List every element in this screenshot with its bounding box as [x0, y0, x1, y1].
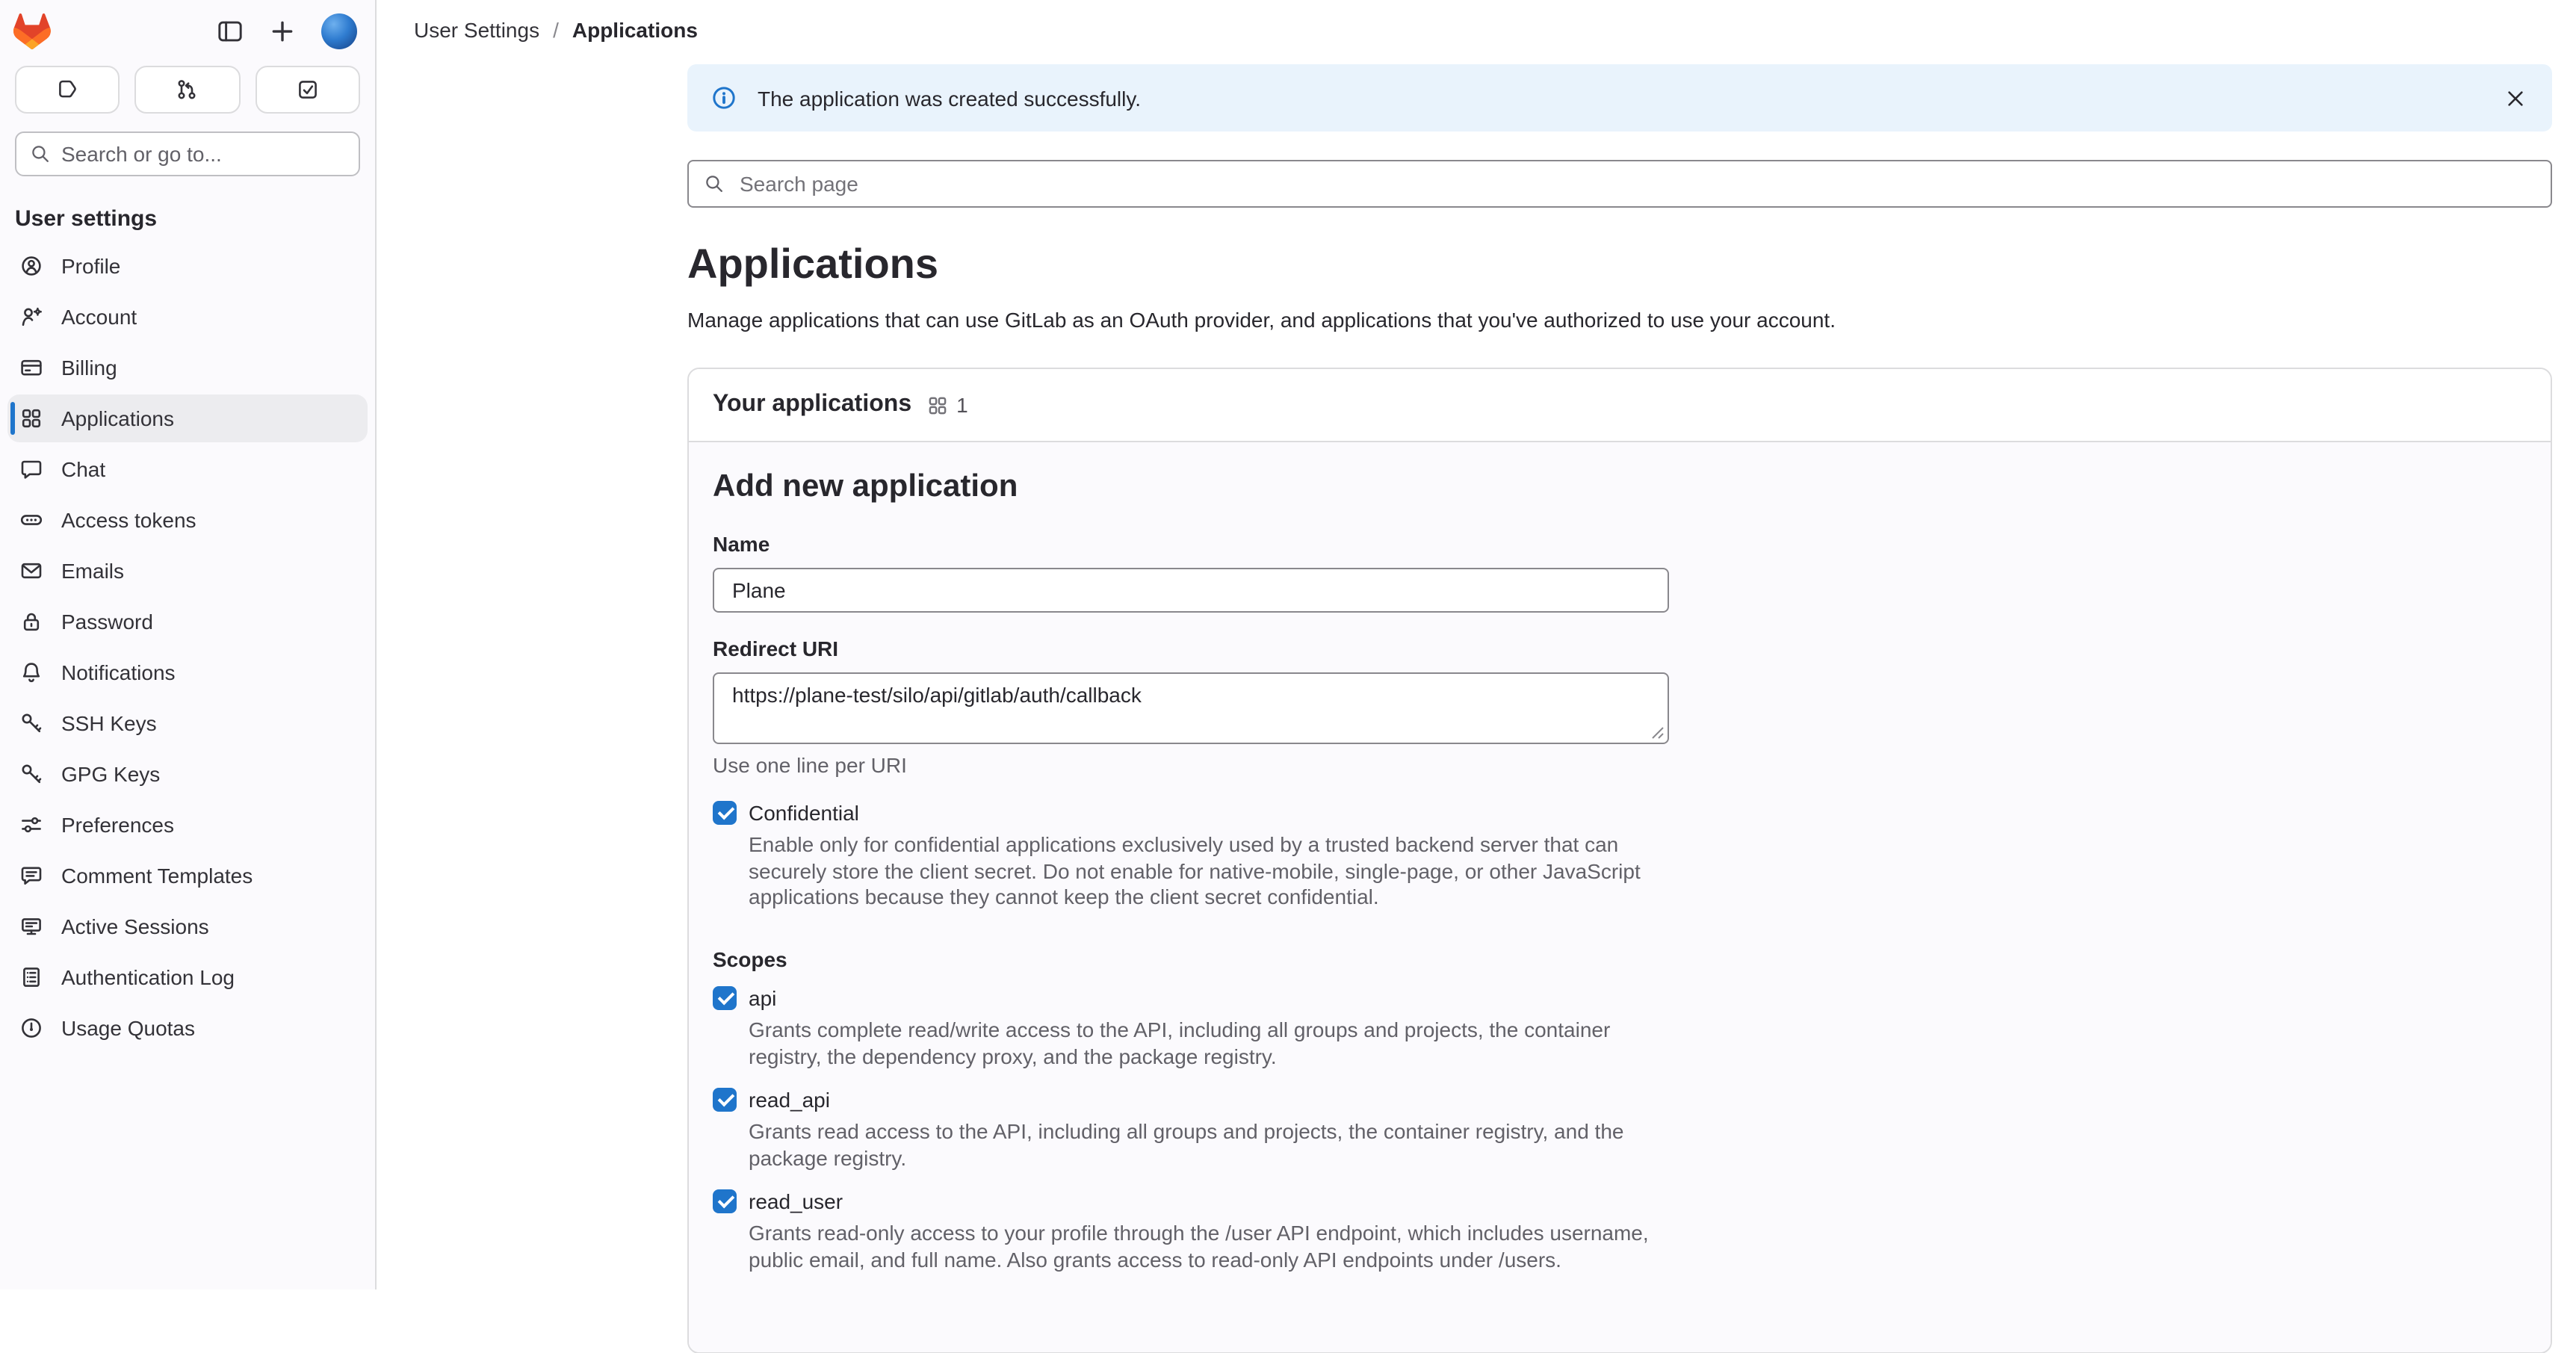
search-icon [704, 173, 725, 194]
mail-icon [19, 559, 43, 583]
sidebar-item-ssh-keys[interactable]: SSH Keys [7, 699, 368, 747]
merge-request-icon [176, 78, 199, 102]
merge-requests-button[interactable] [135, 66, 241, 114]
sidebar-item-emails[interactable]: Emails [7, 547, 368, 595]
read-api-checkbox[interactable] [713, 1088, 737, 1112]
read-user-help: Grants read-only access to your profile through the /user API endpoint, which includes username, public email, and full name. Also grants access to read-only API endpoints under /users. [749, 1221, 1649, 1272]
applications-count-icon [926, 394, 949, 416]
sidebar-item-notifications[interactable]: Notifications [7, 648, 368, 696]
close-icon [2506, 88, 2525, 108]
resize-handle-icon[interactable] [1651, 726, 1665, 740]
read-user-label: read_user [749, 1189, 843, 1214]
sidebar-item-active-sessions[interactable]: Active Sessions [7, 902, 368, 950]
credit-card-icon [19, 356, 43, 380]
card-header [689, 369, 2551, 442]
confidential-label: Confidential [749, 801, 859, 825]
applications-icon [19, 406, 43, 430]
issues-icon [55, 78, 79, 102]
global-search[interactable] [15, 131, 360, 176]
main-content [377, 0, 2576, 1289]
page-description: Manage applications that can use GitLab as an OAuth provider, and applications that you've authorized to use your account. [687, 308, 1836, 332]
sidebar-toggle-button[interactable] [217, 18, 244, 45]
global-search-placeholder: Search or go to... [61, 142, 222, 166]
task-done-icon [296, 78, 320, 102]
api-checkbox[interactable] [713, 986, 737, 1010]
scopes-label: Scopes [713, 947, 787, 971]
monitor-icon [19, 914, 43, 938]
confidential-help: Enable only for confidential applications exclusively used by a trusted backend server that can securely store the client secret. Do not enable for native-mobile, single-page, or other JavaScript applications because they cannot keep the client secret confidential. [749, 832, 1641, 909]
sidebar-nav [0, 242, 375, 1052]
sidebar-item-billing[interactable]: Billing [7, 344, 368, 391]
panel-left-icon [217, 18, 244, 45]
redirect-uri-label: Redirect URI [713, 637, 839, 660]
gitlab-logo-icon [13, 13, 51, 49]
breadcrumb-separator: / [553, 18, 559, 42]
breadcrumb-user-settings[interactable]: User Settings [414, 18, 540, 42]
card-title: Your applications [713, 391, 912, 417]
form-title: Add new application [713, 469, 1018, 504]
gauge-icon [19, 1016, 43, 1040]
log-icon [19, 965, 43, 989]
applications-count: 1 [956, 393, 968, 417]
info-alert [687, 64, 2552, 131]
page-search-input[interactable] [737, 170, 2536, 197]
page-search [687, 160, 2552, 208]
active-indicator [10, 402, 15, 435]
avatar[interactable] [321, 13, 357, 49]
sidebar-item-access-tokens[interactable]: Access tokens [7, 496, 368, 544]
confidential-checkbox[interactable] [713, 801, 737, 825]
sidebar-shortcuts [15, 66, 360, 114]
information-icon [711, 85, 737, 111]
token-icon [19, 508, 43, 532]
sidebar-item-preferences[interactable]: Preferences [7, 801, 368, 849]
read-api-help: Grants read access to the API, including all groups and projects, the container registry, and the package registry. [749, 1119, 1624, 1170]
sidebar [0, 0, 377, 1289]
comment-lines-icon [19, 864, 43, 888]
chat-icon [19, 457, 43, 481]
create-new-button[interactable] [269, 18, 296, 45]
sidebar-top [0, 0, 375, 49]
sidebar-item-profile[interactable]: Profile [7, 242, 368, 290]
key-icon [19, 711, 43, 735]
name-label: Name [713, 532, 770, 556]
redirect-uri-textarea[interactable] [713, 672, 1669, 744]
alert-close-button[interactable] [2500, 82, 2531, 114]
api-help: Grants complete read/write access to the API, including all groups and projects, the container registry, the dependency proxy, and the package registry. [749, 1017, 1611, 1068]
sidebar-item-account[interactable]: Account [7, 293, 368, 341]
sidebar-item-chat[interactable]: Chat [7, 445, 368, 493]
profile-icon [19, 254, 43, 278]
sidebar-item-comment-templates[interactable]: Comment Templates [7, 852, 368, 900]
key-icon [19, 762, 43, 786]
sliders-icon [19, 813, 43, 837]
breadcrumb [377, 0, 2576, 42]
name-input[interactable] [713, 568, 1669, 613]
read-user-checkbox[interactable] [713, 1190, 737, 1214]
todo-list-button[interactable] [255, 66, 360, 114]
sidebar-section-title: User settings [15, 206, 158, 232]
lock-icon [19, 610, 43, 634]
scope-api [713, 986, 2527, 1071]
sidebar-item-applications[interactable]: Applications [7, 394, 368, 442]
issues-button[interactable] [15, 66, 120, 114]
plus-icon [269, 18, 296, 45]
sidebar-item-gpg-keys[interactable]: GPG Keys [7, 750, 368, 798]
scope-read-api [713, 1088, 2527, 1172]
api-label: api [749, 985, 777, 1010]
read-api-label: read_api [749, 1088, 830, 1112]
search-icon [30, 143, 51, 164]
alert-message: The application was created successfully. [758, 86, 1142, 110]
page-title: Applications [687, 241, 939, 287]
scope-read-user [713, 1190, 2527, 1275]
account-icon [19, 305, 43, 329]
breadcrumb-current: Applications [572, 18, 698, 42]
add-application-form [689, 442, 2551, 1352]
sidebar-item-usage-quotas[interactable]: Usage Quotas [7, 1004, 368, 1052]
redirect-uri-help: Use one line per URI [713, 753, 907, 777]
sidebar-item-authentication-log[interactable]: Authentication Log [7, 953, 368, 1001]
applications-card [687, 368, 2552, 1353]
bell-icon [19, 660, 43, 684]
sidebar-item-password[interactable]: Password [7, 598, 368, 645]
